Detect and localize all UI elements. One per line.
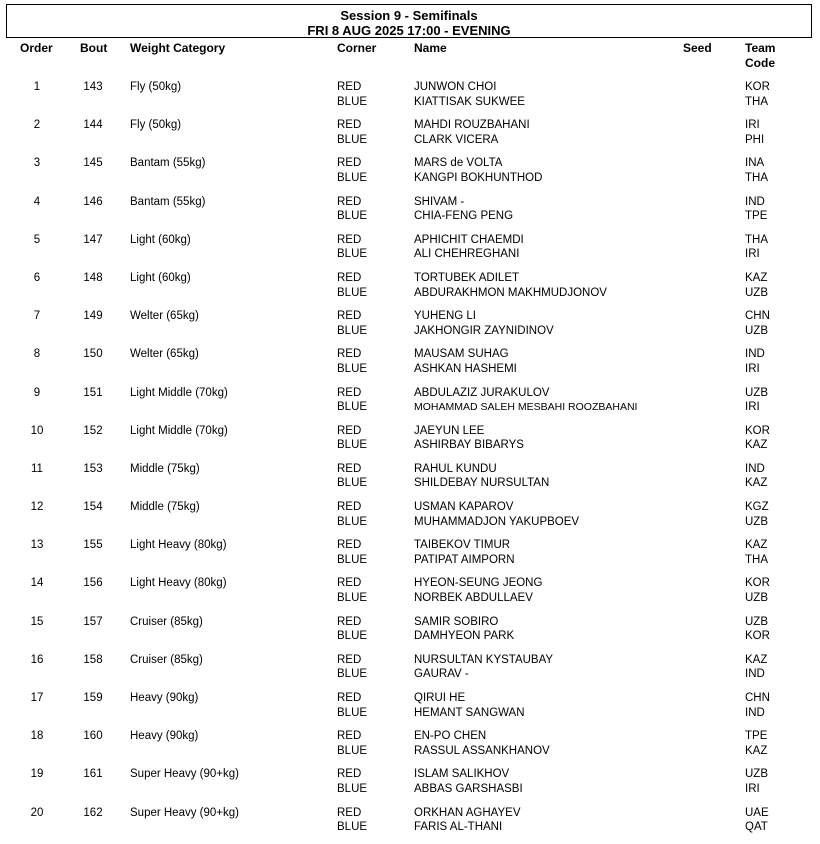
bout-number: 161 xyxy=(83,768,103,781)
team-codes xyxy=(745,118,764,147)
bout-number: 146 xyxy=(83,195,103,208)
bout-order: 2 xyxy=(33,119,41,132)
red-team-code: KOR xyxy=(745,577,770,590)
blue-team-code: KOR xyxy=(745,630,770,643)
corner-red: RED xyxy=(337,233,362,246)
boxer-names xyxy=(414,118,530,147)
blue-boxer-name: ASHKAN HASHEMI xyxy=(414,362,517,375)
red-boxer-name: ORKHAN AGHAYEV xyxy=(414,806,521,819)
blue-team-code: KAZ xyxy=(745,439,768,452)
bout-number: 158 xyxy=(83,653,103,666)
team-codes xyxy=(745,653,767,682)
team-codes xyxy=(745,806,769,835)
bout-number: 153 xyxy=(83,462,103,475)
weight-category: Heavy (90kg) xyxy=(130,692,199,704)
bout-order: 17 xyxy=(30,692,44,704)
red-team-code: KAZ xyxy=(745,539,768,552)
red-boxer-name: QIRUI HE xyxy=(414,692,466,704)
bout-row xyxy=(0,80,820,118)
blue-team-code: IND xyxy=(745,668,765,681)
team-codes xyxy=(745,271,768,300)
boxer-names xyxy=(414,576,542,605)
team-codes xyxy=(745,424,770,453)
red-team-code: CHN xyxy=(745,692,770,704)
corner-cell xyxy=(337,386,367,415)
red-boxer-name: MARS de VOLTA xyxy=(414,157,503,170)
bout-row xyxy=(0,462,820,500)
bout-number: 162 xyxy=(83,806,103,819)
blue-boxer-name: DAMHYEON PARK xyxy=(414,630,515,643)
bout-row xyxy=(0,424,820,462)
blue-team-code: IRI xyxy=(745,782,760,795)
blue-team-code: IND xyxy=(745,706,765,719)
red-team-code: TPE xyxy=(745,730,768,743)
bout-row xyxy=(0,156,820,194)
red-boxer-name: APHICHIT CHAEMDI xyxy=(414,233,524,246)
column-header-order: Order xyxy=(20,41,53,55)
weight-category: Light (60kg) xyxy=(130,233,191,246)
boxer-names xyxy=(414,500,579,529)
corner-blue: BLUE xyxy=(337,477,368,490)
blue-team-code: IRI xyxy=(745,401,760,414)
bout-order: 16 xyxy=(30,653,44,666)
corner-red: RED xyxy=(337,348,362,361)
blue-boxer-name: NORBEK ABDULLAEV xyxy=(414,592,533,605)
corner-cell xyxy=(337,806,367,835)
corner-blue: BLUE xyxy=(337,821,368,834)
corner-red: RED xyxy=(337,310,362,323)
bout-list xyxy=(0,80,820,844)
weight-category: Bantam (55kg) xyxy=(130,195,206,208)
bout-number: 145 xyxy=(83,157,103,170)
team-codes xyxy=(745,767,768,796)
corner-red: RED xyxy=(337,730,362,743)
red-boxer-name: MAHDI ROUZBAHANI xyxy=(414,119,530,132)
team-codes xyxy=(745,386,768,415)
weight-category: Light Middle (70kg) xyxy=(130,386,228,399)
bout-number: 157 xyxy=(83,615,103,628)
corner-cell xyxy=(337,271,367,300)
corner-blue: BLUE xyxy=(337,668,368,681)
corner-red: RED xyxy=(337,768,362,781)
corner-blue: BLUE xyxy=(337,553,368,566)
corner-cell xyxy=(337,691,367,720)
bout-number: 155 xyxy=(83,539,103,552)
red-boxer-name: YUHENG LI xyxy=(414,310,476,323)
team-codes xyxy=(745,195,767,224)
bout-row xyxy=(0,195,820,233)
corner-cell xyxy=(337,80,367,109)
red-boxer-name: EN-PO CHEN xyxy=(414,730,487,743)
team-codes xyxy=(745,729,767,758)
corner-blue: BLUE xyxy=(337,630,368,643)
corner-red: RED xyxy=(337,653,362,666)
bout-order: 5 xyxy=(33,233,41,246)
corner-red: RED xyxy=(337,692,362,704)
red-team-code: INA xyxy=(745,157,765,170)
blue-boxer-name: MOHAMMAD SALEH MESBAHI ROOZBAHANI xyxy=(414,401,638,414)
red-team-code: UAE xyxy=(745,806,769,819)
red-team-code: IND xyxy=(745,462,765,475)
red-team-code: IRI xyxy=(745,119,760,132)
red-boxer-name: JUNWON CHOI xyxy=(414,81,497,93)
red-team-code: KOR xyxy=(745,81,770,93)
bout-order: 3 xyxy=(33,157,41,170)
corner-blue: BLUE xyxy=(337,592,368,605)
red-team-code: UZB xyxy=(745,386,768,399)
boxer-names xyxy=(414,309,554,338)
bout-row xyxy=(0,347,820,385)
bout-order: 12 xyxy=(30,501,44,514)
blue-boxer-name: ASHIRBAY BIBARYS xyxy=(414,439,524,452)
red-boxer-name: MAUSAM SUHAG xyxy=(414,348,509,361)
blue-boxer-name: KIATTISAK SUKWEE xyxy=(414,95,525,108)
corner-cell xyxy=(337,653,367,682)
team-codes xyxy=(745,156,768,185)
red-boxer-name: ISLAM SALIKHOV xyxy=(414,768,510,781)
blue-boxer-name: FARIS AL-THANI xyxy=(414,821,503,834)
blue-boxer-name: JAKHONGIR ZAYNIDINOV xyxy=(414,324,554,337)
red-team-code: UZB xyxy=(745,615,768,628)
corner-blue: BLUE xyxy=(337,362,368,375)
weight-category: Bantam (55kg) xyxy=(130,157,206,170)
corner-cell xyxy=(337,729,367,758)
session-title: Session 9 - Semifinals xyxy=(340,8,478,23)
bout-number: 150 xyxy=(83,348,103,361)
team-codes xyxy=(745,538,768,567)
corner-cell xyxy=(337,767,367,796)
red-boxer-name: RAHUL KUNDU xyxy=(414,462,497,475)
team-codes xyxy=(745,576,770,605)
corner-blue: BLUE xyxy=(337,401,368,414)
boxer-names xyxy=(414,347,517,376)
bout-number: 143 xyxy=(83,81,103,93)
boxer-names xyxy=(414,767,523,796)
bout-row xyxy=(0,309,820,347)
column-header-corner: Corner xyxy=(337,41,377,55)
team-codes xyxy=(745,500,769,529)
team-codes xyxy=(745,615,770,644)
corner-blue: BLUE xyxy=(337,210,368,223)
corner-cell xyxy=(337,615,367,644)
corner-red: RED xyxy=(337,424,362,437)
weight-category: Light (60kg) xyxy=(130,271,191,284)
corner-red: RED xyxy=(337,462,362,475)
corner-red: RED xyxy=(337,501,362,514)
corner-cell xyxy=(337,118,367,147)
boxer-names xyxy=(414,538,515,567)
blue-team-code: IRI xyxy=(745,248,760,261)
bout-row xyxy=(0,118,820,156)
team-codes xyxy=(745,233,768,262)
blue-team-code: UZB xyxy=(745,515,768,528)
boxer-names xyxy=(414,615,514,644)
red-team-code: UZB xyxy=(745,768,768,781)
corner-red: RED xyxy=(337,577,362,590)
corner-cell xyxy=(337,424,367,453)
red-boxer-name: SAMIR SOBIRO xyxy=(414,615,499,628)
column-header-weight-category: Weight Category xyxy=(130,41,226,55)
corner-red: RED xyxy=(337,539,362,552)
red-boxer-name: HYEON-SEUNG JEONG xyxy=(414,577,543,590)
blue-boxer-name: HEMANT SANGWAN xyxy=(414,706,525,719)
bout-order: 7 xyxy=(33,310,41,323)
session-header xyxy=(6,4,812,38)
bout-order: 15 xyxy=(30,615,44,628)
bout-order: 9 xyxy=(33,386,41,399)
blue-boxer-name: RASSUL ASSANKHANOV xyxy=(414,744,550,757)
boxer-names xyxy=(414,156,542,185)
boxer-names xyxy=(414,424,524,453)
corner-cell xyxy=(337,309,367,338)
blue-team-code: THA xyxy=(745,171,768,184)
boxer-names xyxy=(414,462,549,491)
column-header-name: Name xyxy=(414,41,447,55)
corner-blue: BLUE xyxy=(337,95,368,108)
corner-cell xyxy=(337,156,367,185)
bout-order: 1 xyxy=(33,81,41,93)
bout-row xyxy=(0,767,820,805)
bout-row xyxy=(0,500,820,538)
corner-red: RED xyxy=(337,806,362,819)
boxer-names xyxy=(414,195,513,224)
red-boxer-name: TAIBEKOV TIMUR xyxy=(414,539,511,552)
blue-team-code: KAZ xyxy=(745,744,768,757)
bout-order: 19 xyxy=(30,768,44,781)
team-codes xyxy=(745,462,767,491)
bout-row xyxy=(0,615,820,653)
weight-category: Light Heavy (80kg) xyxy=(130,577,227,590)
blue-team-code: PHI xyxy=(745,133,765,146)
red-team-code: KAZ xyxy=(745,271,768,284)
session-date-time: FRI 8 AUG 2025 17:00 - EVENING xyxy=(307,23,511,38)
bout-number: 154 xyxy=(83,501,103,514)
weight-category: Welter (65kg) xyxy=(130,348,199,361)
bout-row xyxy=(0,386,820,424)
corner-cell xyxy=(337,462,367,491)
corner-cell xyxy=(337,233,367,262)
blue-boxer-name: GAURAV - xyxy=(414,668,469,681)
corner-blue: BLUE xyxy=(337,782,368,795)
bout-row xyxy=(0,271,820,309)
corner-red: RED xyxy=(337,615,362,628)
weight-category: Cruiser (85kg) xyxy=(130,615,203,628)
red-boxer-name: JAEYUN LEE xyxy=(414,424,485,437)
blue-team-code: UZB xyxy=(745,592,768,605)
red-team-code: KAZ xyxy=(745,653,768,666)
weight-category: Cruiser (85kg) xyxy=(130,653,203,666)
red-boxer-name: TORTUBEK ADILET xyxy=(414,271,520,284)
bout-row xyxy=(0,576,820,614)
bout-number: 152 xyxy=(83,424,103,437)
corner-red: RED xyxy=(337,271,362,284)
boxer-names xyxy=(414,691,525,720)
weight-category: Light Heavy (80kg) xyxy=(130,539,227,552)
bout-row xyxy=(0,691,820,729)
team-codes xyxy=(745,691,770,720)
corner-red: RED xyxy=(337,195,362,208)
blue-boxer-name: CLARK VICERA xyxy=(414,133,499,146)
weight-category: Middle (75kg) xyxy=(130,501,200,514)
red-boxer-name: NURSULTAN KYSTAUBAY xyxy=(414,653,554,666)
boxer-names xyxy=(414,386,637,415)
column-header-team-code xyxy=(745,41,775,70)
blue-team-code: IRI xyxy=(745,362,760,375)
boxer-names xyxy=(414,271,607,300)
corner-blue: BLUE xyxy=(337,324,368,337)
red-team-code: CHN xyxy=(745,310,770,323)
red-team-code: IND xyxy=(745,348,765,361)
team-codes xyxy=(745,309,770,338)
column-header-team-line1: Team xyxy=(745,41,776,55)
corner-blue: BLUE xyxy=(337,286,368,299)
boxer-names xyxy=(414,233,524,262)
team-codes xyxy=(745,347,765,376)
team-codes xyxy=(745,80,770,109)
bout-order: 14 xyxy=(30,577,44,590)
red-boxer-name: USMAN KAPAROV xyxy=(414,501,514,514)
corner-cell xyxy=(337,538,367,567)
blue-team-code: UZB xyxy=(745,324,768,337)
bout-number: 151 xyxy=(83,386,103,399)
red-team-code: KGZ xyxy=(745,501,769,514)
red-boxer-name: SHIVAM - xyxy=(414,195,465,208)
corner-cell xyxy=(337,576,367,605)
bout-number: 149 xyxy=(83,310,103,323)
blue-boxer-name: SHILDEBAY NURSULTAN xyxy=(414,477,550,490)
blue-boxer-name: ALI CHEHREGHANI xyxy=(414,248,520,261)
bout-order: 18 xyxy=(30,730,44,743)
blue-team-code: THA xyxy=(745,95,768,108)
weight-category: Fly (50kg) xyxy=(130,119,182,132)
bout-row xyxy=(0,538,820,576)
blue-boxer-name: MUHAMMADJON YAKUPBOEV xyxy=(414,515,580,528)
blue-boxer-name: KANGPI BOKHUNTHOD xyxy=(414,171,543,184)
bout-order: 11 xyxy=(31,462,43,475)
corner-red: RED xyxy=(337,157,362,170)
corner-cell xyxy=(337,195,367,224)
corner-blue: BLUE xyxy=(337,744,368,757)
blue-team-code: KAZ xyxy=(745,477,768,490)
bout-order: 8 xyxy=(33,348,41,361)
boxer-names xyxy=(414,806,521,835)
weight-category: Super Heavy (90+kg) xyxy=(130,768,239,781)
bout-row xyxy=(0,729,820,767)
bout-number: 144 xyxy=(83,119,103,132)
corner-cell xyxy=(337,347,367,376)
blue-boxer-name: ABDURAKHMON MAKHMUDJONOV xyxy=(414,286,607,299)
bout-order: 13 xyxy=(30,539,44,552)
bout-row xyxy=(0,233,820,271)
red-team-code: THA xyxy=(745,233,768,246)
corner-blue: BLUE xyxy=(337,171,368,184)
bout-order: 20 xyxy=(30,806,44,819)
bout-number: 148 xyxy=(83,271,103,284)
weight-category: Heavy (90kg) xyxy=(130,730,199,743)
boxer-names xyxy=(414,729,550,758)
blue-team-code: QAT xyxy=(745,821,768,834)
corner-blue: BLUE xyxy=(337,133,368,146)
bout-number: 160 xyxy=(83,730,103,743)
boxer-names xyxy=(414,80,525,109)
bout-row xyxy=(0,806,820,844)
bout-order: 10 xyxy=(30,424,44,437)
bout-order: 6 xyxy=(33,271,41,284)
corner-blue: BLUE xyxy=(337,515,368,528)
blue-team-code: THA xyxy=(745,553,768,566)
bout-order: 4 xyxy=(33,195,41,208)
column-header-team-line2: Code xyxy=(745,55,775,70)
corner-red: RED xyxy=(337,81,362,93)
red-team-code: KOR xyxy=(745,424,770,437)
corner-red: RED xyxy=(337,386,362,399)
weight-category: Light Middle (70kg) xyxy=(130,424,228,437)
red-team-code: IND xyxy=(745,195,765,208)
corner-red: RED xyxy=(337,119,362,132)
bout-number: 156 xyxy=(83,577,103,590)
column-header-seed: Seed xyxy=(683,41,712,55)
corner-cell xyxy=(337,500,367,529)
blue-boxer-name: PATIPAT AIMPORN xyxy=(414,553,515,566)
weight-category: Middle (75kg) xyxy=(130,462,200,475)
corner-blue: BLUE xyxy=(337,706,368,719)
red-boxer-name: ABDULAZIZ JURAKULOV xyxy=(414,386,550,399)
blue-team-code: TPE xyxy=(745,210,768,223)
bout-number: 147 xyxy=(83,233,103,246)
blue-boxer-name: CHIA-FENG PENG xyxy=(414,210,514,223)
blue-team-code: UZB xyxy=(745,286,768,299)
bout-row xyxy=(0,653,820,691)
corner-blue: BLUE xyxy=(337,248,368,261)
weight-category: Fly (50kg) xyxy=(130,81,182,93)
weight-category: Welter (65kg) xyxy=(130,310,199,323)
column-header-bout: Bout xyxy=(80,41,108,55)
corner-blue: BLUE xyxy=(337,439,368,452)
bout-number: 159 xyxy=(83,692,103,704)
blue-boxer-name: ABBAS GARSHASBI xyxy=(414,782,523,795)
boxer-names xyxy=(414,653,553,682)
weight-category: Super Heavy (90+kg) xyxy=(130,806,239,819)
